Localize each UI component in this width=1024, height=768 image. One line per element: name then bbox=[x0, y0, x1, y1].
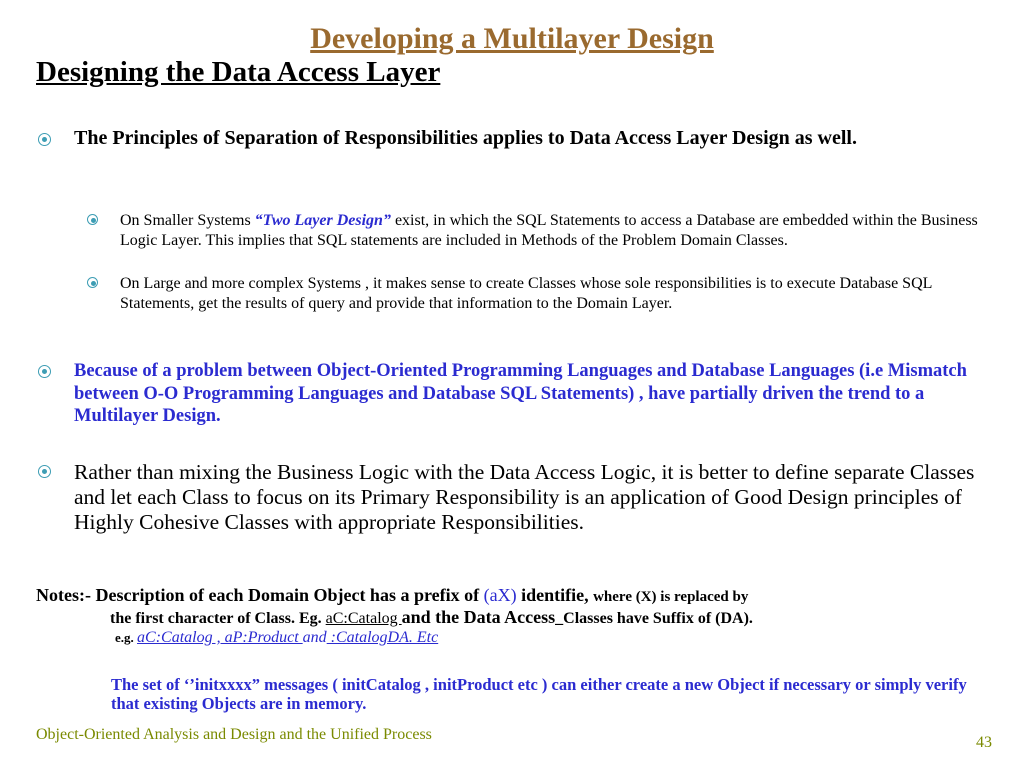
bullet-separate-classes: Rather than mixing the Business Logic with the Data Access Logic, it is better to define separate Classes and let each Class to focus on its Primary Responsibility is an application of Good Design principles of Highly Cohesive Classes with appropriate Responsibilities. bbox=[74, 460, 975, 534]
notes-line-1 bbox=[36, 584, 748, 608]
page-number: 43 bbox=[976, 734, 992, 751]
bullet-target-icon bbox=[38, 133, 51, 146]
notes-text: _Classes have Suffix of (DA). bbox=[555, 610, 753, 627]
bullet-oo-mismatch: Because of a problem between Object-Oriented Programming Languages and Database Languages (i.e Mismatch between O-O Programming Languages and Database SQL Statements) , have partially driven the trend to a Multilayer Design. bbox=[74, 361, 967, 426]
prefix-example: (aX) bbox=[483, 585, 517, 605]
eg-label: e.g. bbox=[115, 630, 138, 645]
sub-bullet-text: On Smaller Systems bbox=[120, 212, 255, 229]
notes-line-3 bbox=[115, 628, 438, 648]
example-objects-link[interactable]: aC:Catalog , aP:Product bbox=[137, 629, 303, 646]
sub-bullet-text: exist, in which the SQL Statements to access a Database are embedded within the Business Logic Layer. This implies that SQL statements are included in Methods of the Problem Domain Classes. bbox=[120, 212, 978, 249]
notes-text: the first character of Class. Eg. bbox=[110, 610, 326, 627]
slide-title: Developing a Multilayer Design bbox=[310, 22, 714, 55]
notes-text: identifie, bbox=[516, 585, 594, 605]
footer-course-title: Object-Oriented Analysis and Design and the Unified Process bbox=[36, 726, 432, 743]
sub-bullet-large-systems: On Large and more complex Systems , it makes sense to create Classes whose sole responsibilities is to execute Database SQL Statements, get the results of query and provide that information to the Domain Layer. bbox=[120, 275, 932, 312]
and-text: and bbox=[302, 629, 327, 646]
catalog-example: aC:Catalog bbox=[325, 610, 402, 627]
slide-subtitle: Designing the Data Access Layer bbox=[36, 56, 441, 88]
example-da-link[interactable]: :CatalogDA. Etc bbox=[326, 629, 439, 646]
bullet-target-icon bbox=[38, 365, 51, 378]
bullet-target-icon bbox=[38, 465, 51, 478]
sub-bullet-target-icon bbox=[87, 214, 98, 225]
notes-text: Notes:- Description of each Domain Object has a prefix of bbox=[36, 585, 484, 605]
two-layer-design-highlight: “Two Layer Design” bbox=[254, 212, 391, 229]
notes-text: and the Data Access bbox=[401, 607, 556, 627]
notes-text: where (X) is replaced by bbox=[593, 589, 749, 605]
notes-line-2 bbox=[110, 606, 753, 630]
sub-bullet-target-icon bbox=[87, 277, 98, 288]
bullet-separation-principles: The Principles of Separation of Responsibilities applies to Data Access Layer Design as well. bbox=[74, 127, 857, 149]
sub-bullet-smaller-systems bbox=[120, 211, 1000, 250]
notes-line-4: The set of ‘’initxxxx” messages ( initCatalog , initProduct etc ) can either create a new Object if necessary or simply verify that existing Objects are in memory. bbox=[111, 675, 967, 713]
